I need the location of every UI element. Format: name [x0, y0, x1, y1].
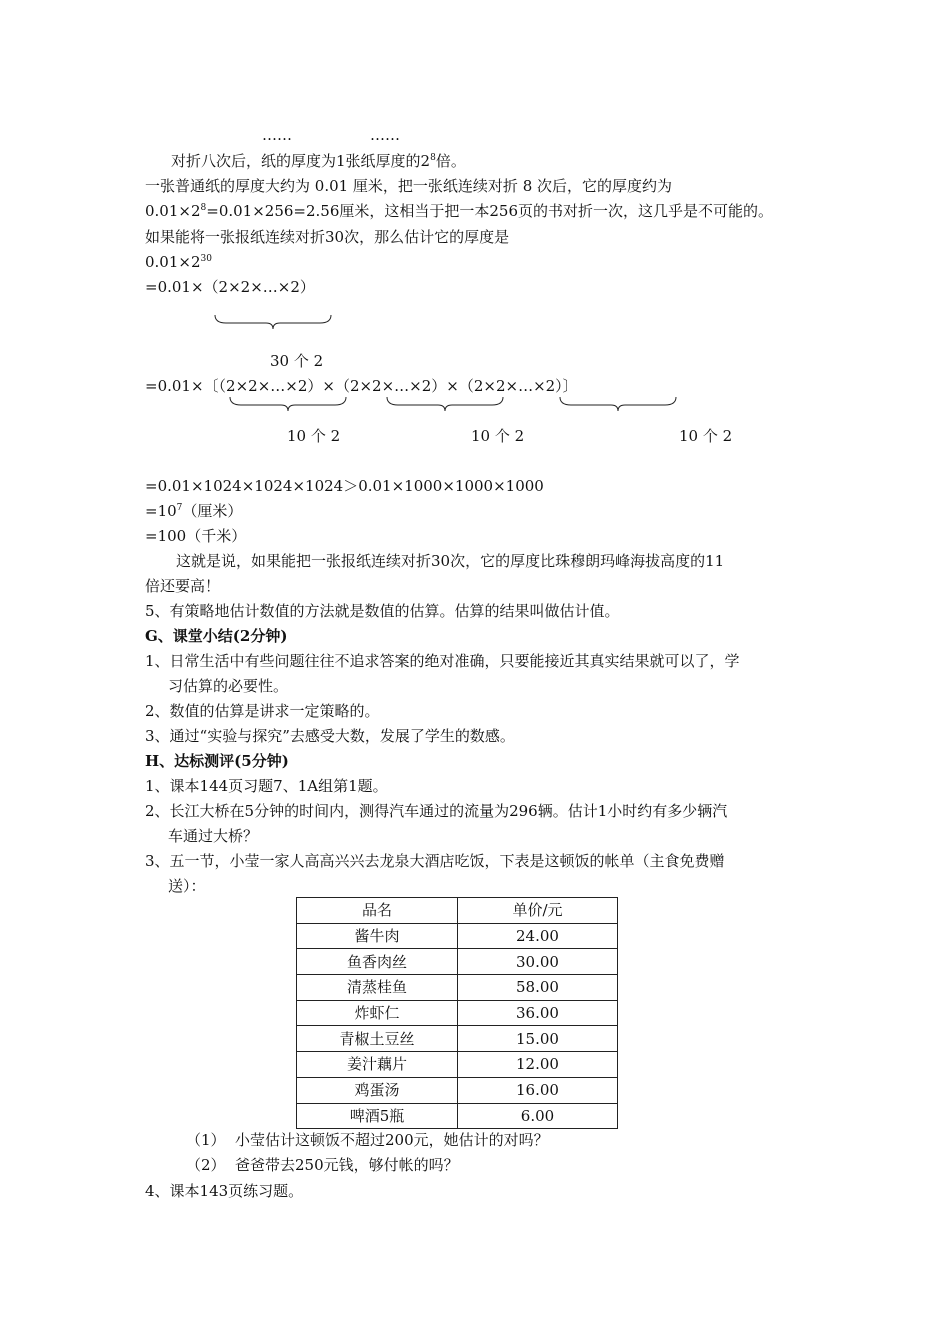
bill-item-price: 24.00	[458, 923, 618, 949]
table-row	[297, 923, 618, 949]
bill-item-name: 姜汁藕片	[297, 1052, 458, 1078]
bill-item-name: 清蒸桂鱼	[297, 975, 458, 1001]
test-item-1: 1、课本144页习题7、1A组第1题。	[145, 777, 388, 795]
fold-eight-line	[171, 151, 466, 171]
ellipsis-2: ……	[370, 126, 400, 144]
bill-item-name: 酱牛肉	[297, 923, 458, 949]
test-item-2-cont: 车通过大桥？	[168, 827, 259, 845]
brace-10-a	[229, 396, 347, 412]
ellipsis-1: ……	[262, 126, 292, 144]
brace-30	[214, 314, 332, 330]
intro-line-2-start: 0.01×2	[145, 202, 201, 220]
table-row	[297, 1103, 618, 1129]
question-2-number: （2）	[186, 1156, 226, 1174]
table-row	[297, 975, 618, 1001]
label-10-twos-c: 10 个 2	[679, 427, 733, 445]
summary-item-3: 3、通过“实验与探究”去感受大数，发展了学生的数感。	[145, 727, 515, 745]
bill-item-price: 58.00	[458, 975, 618, 1001]
calc-step-4-exponent: 7	[176, 503, 183, 513]
intro-line-1: 一张普通纸的厚度大约为 0.01 厘米，把一张纸连续对折 8 次后，它的厚度约为	[145, 177, 673, 195]
test-item-4: 4、课本143页练习题。	[145, 1182, 304, 1200]
bill-item-name: 青椒土豆丝	[297, 1026, 458, 1052]
table-row	[297, 1052, 618, 1078]
calc-step-0-base: 0.01×2	[145, 253, 201, 271]
test-item-3: 3、五一节，小莹一家人高高兴兴去龙泉大酒店吃饭，下表是这顿饭的帐单（主食免费赠	[145, 852, 725, 870]
calc-step-2: =0.01×〔（2×2×…×2）×（2×2×…×2）×（2×2×…×2）〕	[145, 377, 578, 395]
calc-step-0-exponent: 30	[200, 254, 212, 264]
calc-step-1: =0.01×（2×2×…×2）	[145, 278, 315, 296]
summary-item-2: 2、数值的估算是讲求一定策略的。	[145, 702, 380, 720]
bill-item-name: 鱼香肉丝	[297, 949, 458, 975]
bill-header-row	[297, 898, 618, 924]
table-row	[297, 1000, 618, 1026]
intro-line-2-exponent: 8	[200, 203, 207, 213]
section-h-heading: H、达标测评(5分钟)	[145, 752, 289, 770]
bill-item-price: 36.00	[458, 1000, 618, 1026]
intro-line-3: 如果能将一张报纸连续对折30次，那么估计它的厚度是	[145, 228, 510, 246]
item-5: 5、有策略地估计数值的方法就是数值的估算。估算的结果叫做估计值。	[145, 602, 620, 620]
table-row	[297, 949, 618, 975]
bill-item-price: 30.00	[458, 949, 618, 975]
bill-table	[296, 897, 618, 1129]
calc-step-0	[145, 252, 212, 272]
label-10-twos-b: 10 个 2	[471, 427, 525, 445]
question-1-number: （1）	[186, 1131, 226, 1149]
fold-eight-text: 对折八次后，纸的厚度为1张纸厚度的2	[171, 152, 431, 170]
test-item-3-cont: 送）：	[168, 877, 206, 895]
table-row	[297, 1077, 618, 1103]
calc-step-4	[145, 501, 242, 521]
summary-item-1: 1、日常生活中有些问题往往不追求答案的绝对准确，只要能接近其真实结果就可以了，学	[145, 652, 740, 670]
table-row	[297, 1026, 618, 1052]
conclusion-line-1: 这就是说，如果能把一张报纸连续对折30次，它的厚度比珠穆朗玛峰海拔高度的11	[176, 552, 725, 570]
bill-item-price: 12.00	[458, 1052, 618, 1078]
bill-item-price: 16.00	[458, 1077, 618, 1103]
section-g-heading: G、课堂小结(2分钟)	[145, 627, 288, 645]
question-1-text: 小莹估计这顿饭不超过200元，她估计的对吗？	[235, 1131, 549, 1149]
calc-step-5: =100（千米）	[145, 527, 247, 545]
test-item-2: 2、长江大桥在5分钟的时间内，测得汽车通过的流量为296辆。估计1小时约有多少辆汽	[145, 802, 728, 820]
intro-line-2-rest: =0.01×256=2.56厘米，这相当于把一本256页的书对折一次，这几乎是不可能的。	[206, 202, 774, 220]
calc-step-4-base: =10	[145, 502, 177, 520]
bill-item-name: 鸡蛋汤	[297, 1077, 458, 1103]
label-30-twos: 30 个 2	[270, 352, 324, 370]
brace-10-c	[559, 396, 677, 412]
label-10-twos-a: 10 个 2	[287, 427, 341, 445]
calc-step-4-unit: （厘米）	[182, 502, 243, 520]
bill-item-name: 啤酒5瓶	[297, 1103, 458, 1129]
fold-eight-exponent: 8	[430, 153, 436, 163]
question-2-text: 爸爸带去250元钱，够付帐的吗？	[235, 1156, 459, 1174]
calc-step-3: =0.01×1024×1024×1024＞0.01×1000×1000×1000	[145, 477, 544, 495]
bill-item-price: 15.00	[458, 1026, 618, 1052]
bill-item-name: 炸虾仁	[297, 1000, 458, 1026]
bill-header-price: 单价/元	[458, 898, 618, 924]
bill-item-price: 6.00	[458, 1103, 618, 1129]
fold-eight-suffix: 倍。	[435, 152, 466, 170]
summary-item-1-cont: 习估算的必要性。	[168, 677, 289, 695]
conclusion-line-2: 倍还要高！	[145, 577, 221, 595]
brace-10-b	[386, 396, 504, 412]
bill-header-item: 品名	[297, 898, 458, 924]
intro-line-2	[145, 201, 773, 221]
